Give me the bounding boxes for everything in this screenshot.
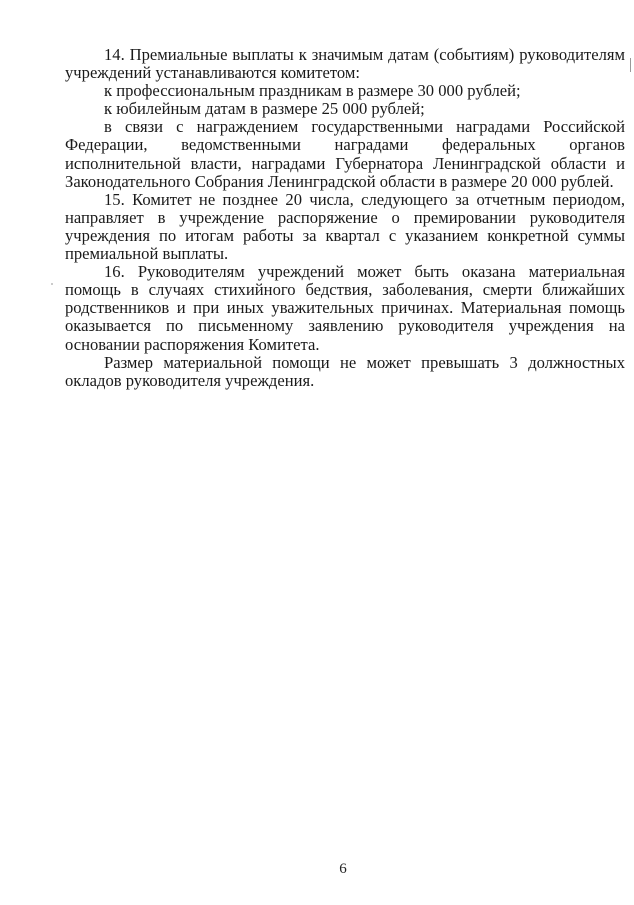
paragraph-14-anniversary-dates: к юбилейным датам в размере 25 000 рублей; [104, 99, 425, 119]
paragraph-14-professional-holidays: к профессиональным праздникам в размере 30 000 рублей; [104, 81, 521, 101]
paragraph-16-material-aid: 16. Руководителям учреждений может быть оказана материальная помощь в случаях стихийного бедствия, заболевания, смерти ближайших родственников и при иных уважительных причинах. Материальная помощь оказывается по письменному заявлению руководителя учреждения на основании распоряжения Комитета. [65, 262, 625, 354]
document-body [65, 46, 625, 390]
paragraph-14-state-awards: в связи с награждением государственными наградами Российской Федерации, ведомственными наградами федеральных органов исполнительной власти, наградами Губернатора Ленинградской области и Законодательного Собрания Ленинградской области в размере 20 000 рублей. [65, 117, 625, 191]
scan-artifact-edge [630, 58, 631, 72]
paragraph-16-material-aid-limit: Размер материальной помощи не может превышать 3 должностных окладов руководителя учреждения. [65, 352, 625, 390]
page-number: 6 [339, 861, 347, 877]
paragraph-14-premium-payments: 14. Премиальные выплаты к значимым датам (событиям) руководителям учреждений устанавливаются комитетом: [65, 45, 625, 83]
paragraph-15-bonus-order: 15. Комитет не позднее 20 числа, следующего за отчетным периодом, направляет в учреждение распоряжение о премировании руководителя учреждения по итогам работы за квартал с указанием конкретной суммы премиальной выплаты. [65, 189, 625, 264]
scan-artifact-dot [51, 283, 53, 285]
